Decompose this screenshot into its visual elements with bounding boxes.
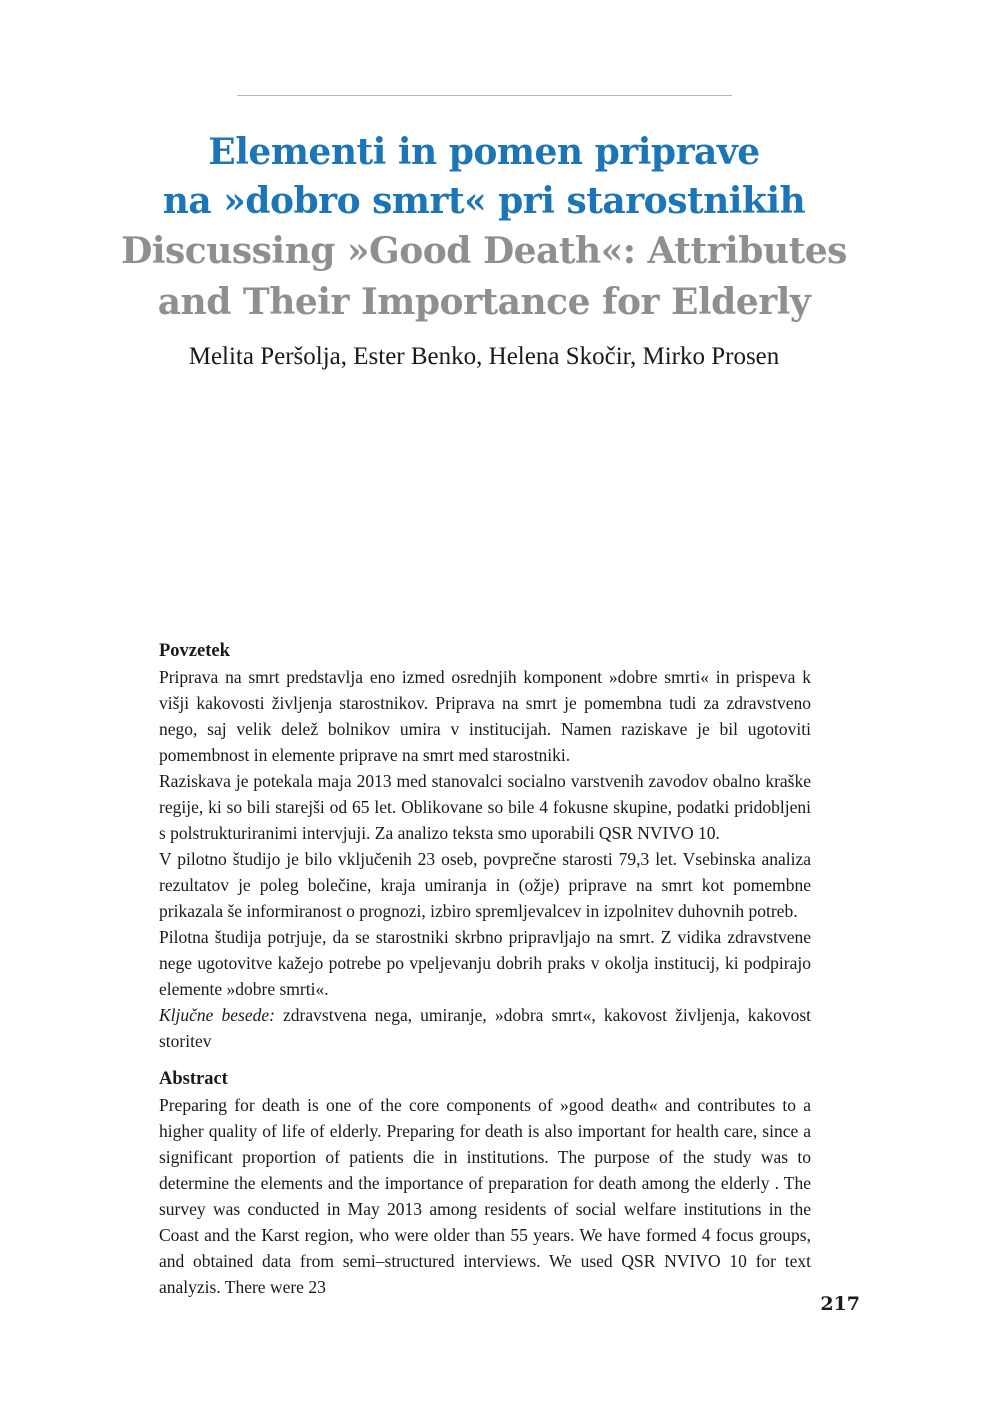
povzetek-heading: Povzetek <box>159 641 230 661</box>
abstract-heading: Abstract <box>159 1069 228 1089</box>
povzetek-section <box>159 638 811 1054</box>
title-slovene-line-1: Elementi in pomen priprave <box>208 131 760 173</box>
povzetek-paragraph-4: Pilotna študija potrjuje, da se starostniki skrbno pripravljajo na smrt. Z vidika zdravstvene nege ugotovitve kažejo potrebe po vpeljevanju dobrih praks v okolja institucij, ki podpirajo elemente »dobre smrti«. <box>159 927 811 999</box>
keywords-text: zdravstvena nega, umiranje, »dobra smrt«, kakovost življenja, kakovost storitev <box>159 1005 811 1051</box>
povzetek-paragraph-3: V pilotno študijo je bilo vključenih 23 oseb, povprečne starosti 79,3 let. Vsebinska analiza rezultatov je poleg bolečine, kraja umiranja in (ožje) priprave na smrt kot pomembne prikazala še informiranost o prognozi, izbiro spremljevalcev in izpolnitev duhovnih potreb. <box>159 849 811 921</box>
page-number: 217 <box>820 1293 860 1315</box>
title-english-line-1: Discussing »Good Death«: Attributes <box>121 230 847 272</box>
title-slovene-line-2: na »dobro smrt« pri starostnikih <box>162 180 806 222</box>
article-title <box>80 128 888 328</box>
povzetek-paragraph-2: Raziskava je potekala maja 2013 med stanovalci socialno varstvenih zavodov obalno kraške regije, ki so bili starejši od 65 let. Oblikovane so bile 4 fokusne skupine, podatki pridobljeni s polstrukturiranimi intervjuji. Za analizo teksta smo uporabili QSR NVIVO 10. <box>159 771 811 843</box>
author-list: Melita Peršolja, Ester Benko, Helena Skočir, Mirko Prosen <box>188 343 780 370</box>
povzetek-paragraph-1: Priprava na smrt predstavlja eno izmed osrednjih komponent »dobre smrti« in prispeva k višji kakovosti življenja starostnikov. Priprava na smrt je pomembna tudi za zdravstveno nego, saj velik delež bolnikov umira v institucijah. Namen raziskave je bil ugotoviti pomembnost in elemente priprave na smrt med starostniki. <box>159 667 811 765</box>
keywords-label: Ključne besede: <box>159 1005 275 1025</box>
abstract-section <box>159 1066 811 1300</box>
keywords-line <box>159 1002 811 1054</box>
title-english-line-2: and Their Importance for Elderly <box>157 281 811 323</box>
abstract-paragraph: Preparing for death is one of the core components of »good death« and contributes to a higher quality of life of elderly. Preparing for death is also important for health care, since a significant proportion of patients die in institutions. The purpose of the study was to determine the elements and the importance of preparation for death among the elderly . The survey was conducted in May 2013 among residents of social welfare institutions in the Coast and the Karst region, who were older than 55 years. We have formed 4 focus groups, and obtained data from semi–structured interviews. We used QSR NVIVO 10 for text analyzis. There were 23 <box>159 1095 811 1297</box>
top-divider-rule <box>237 95 732 96</box>
